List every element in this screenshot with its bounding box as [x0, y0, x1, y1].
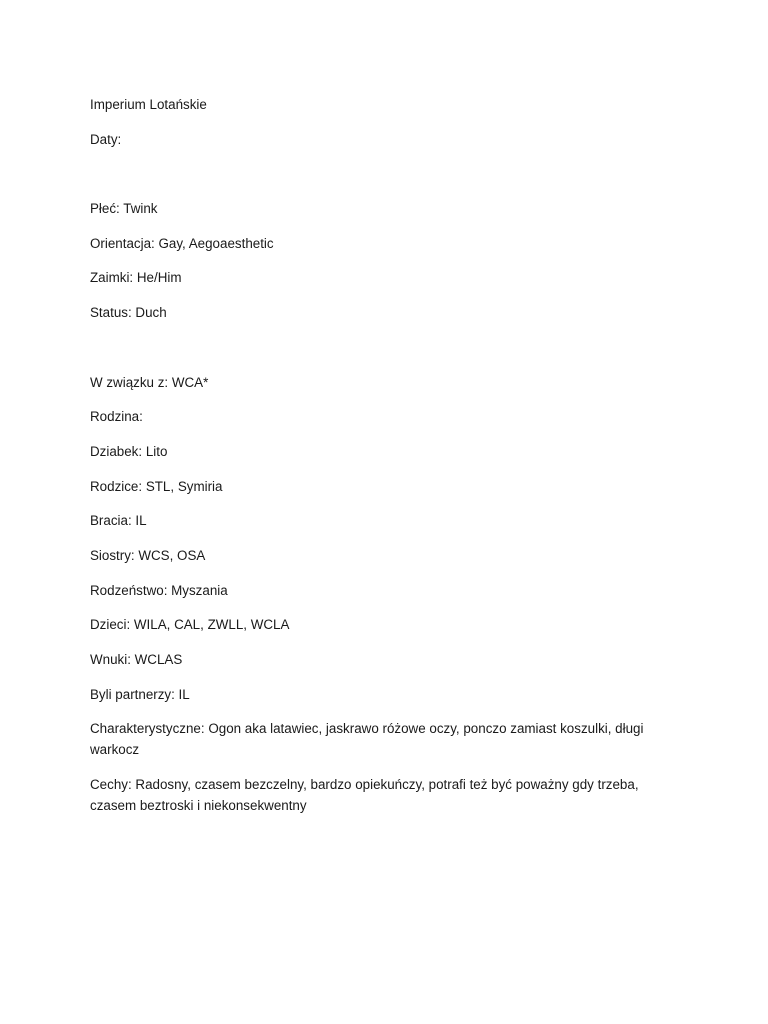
dates-line: Daty: [90, 131, 122, 147]
document-body [90, 94, 680, 830]
document-title: Imperium Lotańskie [90, 97, 207, 112]
brothers-line: Bracia: IL [90, 513, 147, 529]
siblings-line: Rodzeństwo: Myszania [90, 582, 228, 598]
sisters-line: Siostry: WCS, OSA [90, 547, 206, 563]
orientation-line: Orientacja: Gay, Aegoaesthetic [90, 235, 274, 251]
traits-paragraph: Cechy: Radosny, czasem bezczelny, bardzo opiekuńczy, potrafi też być poważny gdy trzeba, czasem beztroski i niekonsekwentny [90, 777, 639, 814]
parents-line: Rodzice: STL, Symiria [90, 478, 223, 494]
empty-line [90, 163, 680, 198]
family-heading: Rodzina: [90, 409, 143, 425]
characteristics-paragraph: Charakterystyczne: Ogon aka latawiec, jaskrawo różowe oczy, ponczo zamiast koszulki, długi warkocz [90, 721, 644, 758]
ex-partners-line: Byli partnerzy: IL [90, 686, 190, 702]
status-line: Status: Duch [90, 305, 167, 321]
grandfather-line: Dziabek: Lito [90, 443, 168, 459]
gender-line: Płeć: Twink [90, 201, 158, 217]
relationship-line: W związku z: WCA* [90, 374, 209, 390]
pronouns-line: Zaimki: He/Him [90, 270, 182, 286]
children-line: Dzieci: WILA, CAL, ZWLL, WCLA [90, 617, 290, 633]
grandchildren-line: Wnuki: WCLAS [90, 652, 183, 667]
empty-line [90, 337, 680, 372]
